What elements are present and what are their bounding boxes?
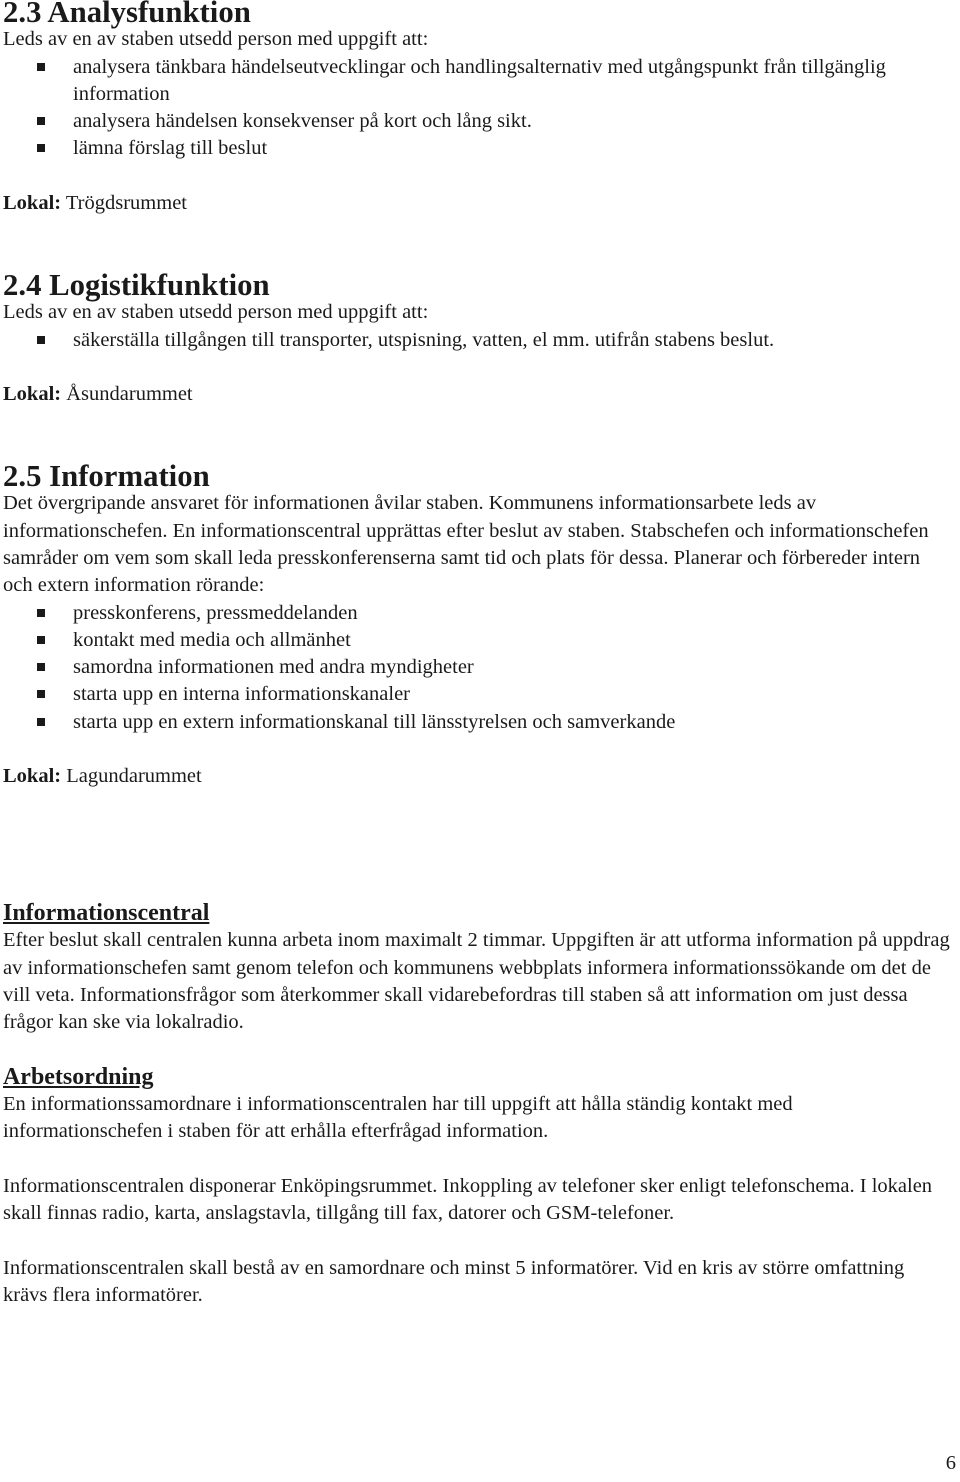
list-item: analysera händelsen konsekvenser på kort och lång sikt. [3, 108, 953, 135]
bullet-list [3, 327, 953, 354]
list-item: analysera tänkbara händelseutvecklingar och handlingsalternativ med utgångspunkt från tillgänglig information [3, 54, 953, 109]
section-intro: Leds av en av staben utsedd person med uppgift att: [3, 28, 429, 51]
section-intro: Leds av en av staben utsedd person med uppgift att: [3, 301, 429, 324]
list-item: starta upp en interna informationskanaler [3, 681, 953, 708]
square-bullet-icon [37, 636, 45, 644]
subsection-heading: Arbetsordning [3, 1063, 154, 1090]
square-bullet-icon [37, 663, 45, 671]
lokal-value: Åsundarummet [66, 383, 193, 406]
lokal-value: Trögdsrummet [65, 192, 187, 215]
square-bullet-icon [37, 718, 45, 726]
section-heading: 2.5 Information [3, 459, 210, 494]
section-heading: 2.3 Analysfunktion [3, 0, 251, 29]
page-number: 6 [945, 1452, 956, 1474]
section-informationscentral [3, 900, 953, 1036]
document-page [3, 0, 953, 1309]
square-bullet-icon [37, 117, 45, 125]
subsection-body: Efter beslut skall centralen kunna arbeta inom maximalt 2 timmar. Uppgiften är att utforma information på uppdrag av informationschefen samt genom telefon och kommunens webbplats informera informationssökande om det de vill veta. Informationsfrågor som återkommer skall vidarebefordras till staben så att information om just dessa frågor kan ske via lokalradio. [3, 929, 950, 1034]
section-information [3, 459, 953, 791]
section-body: Det övergripande ansvaret för informationen åvilar staben. Kommunens informationsarbete leds av informationschefen. En informationscentral upprättas efter beslut av staben. Stabschefen och informationschefen samråder om vem som skall leda presskonferenserna samt tid och plats för dessa. Planerar och förbereder intern och extern information rörande: [3, 492, 929, 597]
paragraph: Informationscentralen skall bestå av en samordnare och minst 5 informatörer. Vid en kris av större omfattning krävs flera informatörer. [3, 1256, 905, 1307]
list-item: presskonferens, pressmeddelanden [3, 600, 953, 627]
subsection-heading: Informationscentral [3, 899, 210, 926]
square-bullet-icon [37, 690, 45, 698]
lokal-label: Lokal: [3, 192, 62, 215]
lokal-line [3, 190, 953, 217]
square-bullet-icon [37, 144, 45, 152]
list-item: samordna informationen med andra myndigheter [3, 654, 953, 681]
lokal-value: Lagundarummet [66, 765, 202, 788]
lokal-label: Lokal: [3, 383, 62, 406]
list-item: starta upp en extern informationskanal till länsstyrelsen och samverkande [3, 709, 953, 736]
lokal-line [3, 381, 953, 408]
section-logistikfunktion [3, 267, 953, 408]
list-item: lämna förslag till beslut [3, 135, 953, 162]
bullet-list [3, 54, 953, 163]
lokal-label: Lokal: [3, 765, 62, 788]
list-item: säkerställa tillgången till transporter, utspisning, vatten, el mm. utifrån stabens beslut. [3, 327, 953, 354]
list-item: kontakt med media och allmänhet [3, 627, 953, 654]
square-bullet-icon [37, 609, 45, 617]
square-bullet-icon [37, 336, 45, 344]
square-bullet-icon [37, 63, 45, 71]
lokal-line [3, 763, 953, 790]
bullet-list [3, 600, 953, 736]
paragraph: Informationscentralen disponerar Enköpingsrummet. Inkoppling av telefoner sker enligt telefonschema. I lokalen skall finnas radio, karta, anslagstavla, tillgång till fax, datorer och GSM-telefoner. [3, 1174, 933, 1225]
section-arbetsordning [3, 1064, 953, 1310]
section-analysfunktion [3, 0, 953, 217]
paragraph: En informationssamordnare i informationscentralen har till uppgift att hålla ständig kontakt med informationschefen i staben för att erhålla efterfrågad information. [3, 1092, 793, 1143]
section-heading: 2.4 Logistikfunktion [3, 267, 270, 302]
